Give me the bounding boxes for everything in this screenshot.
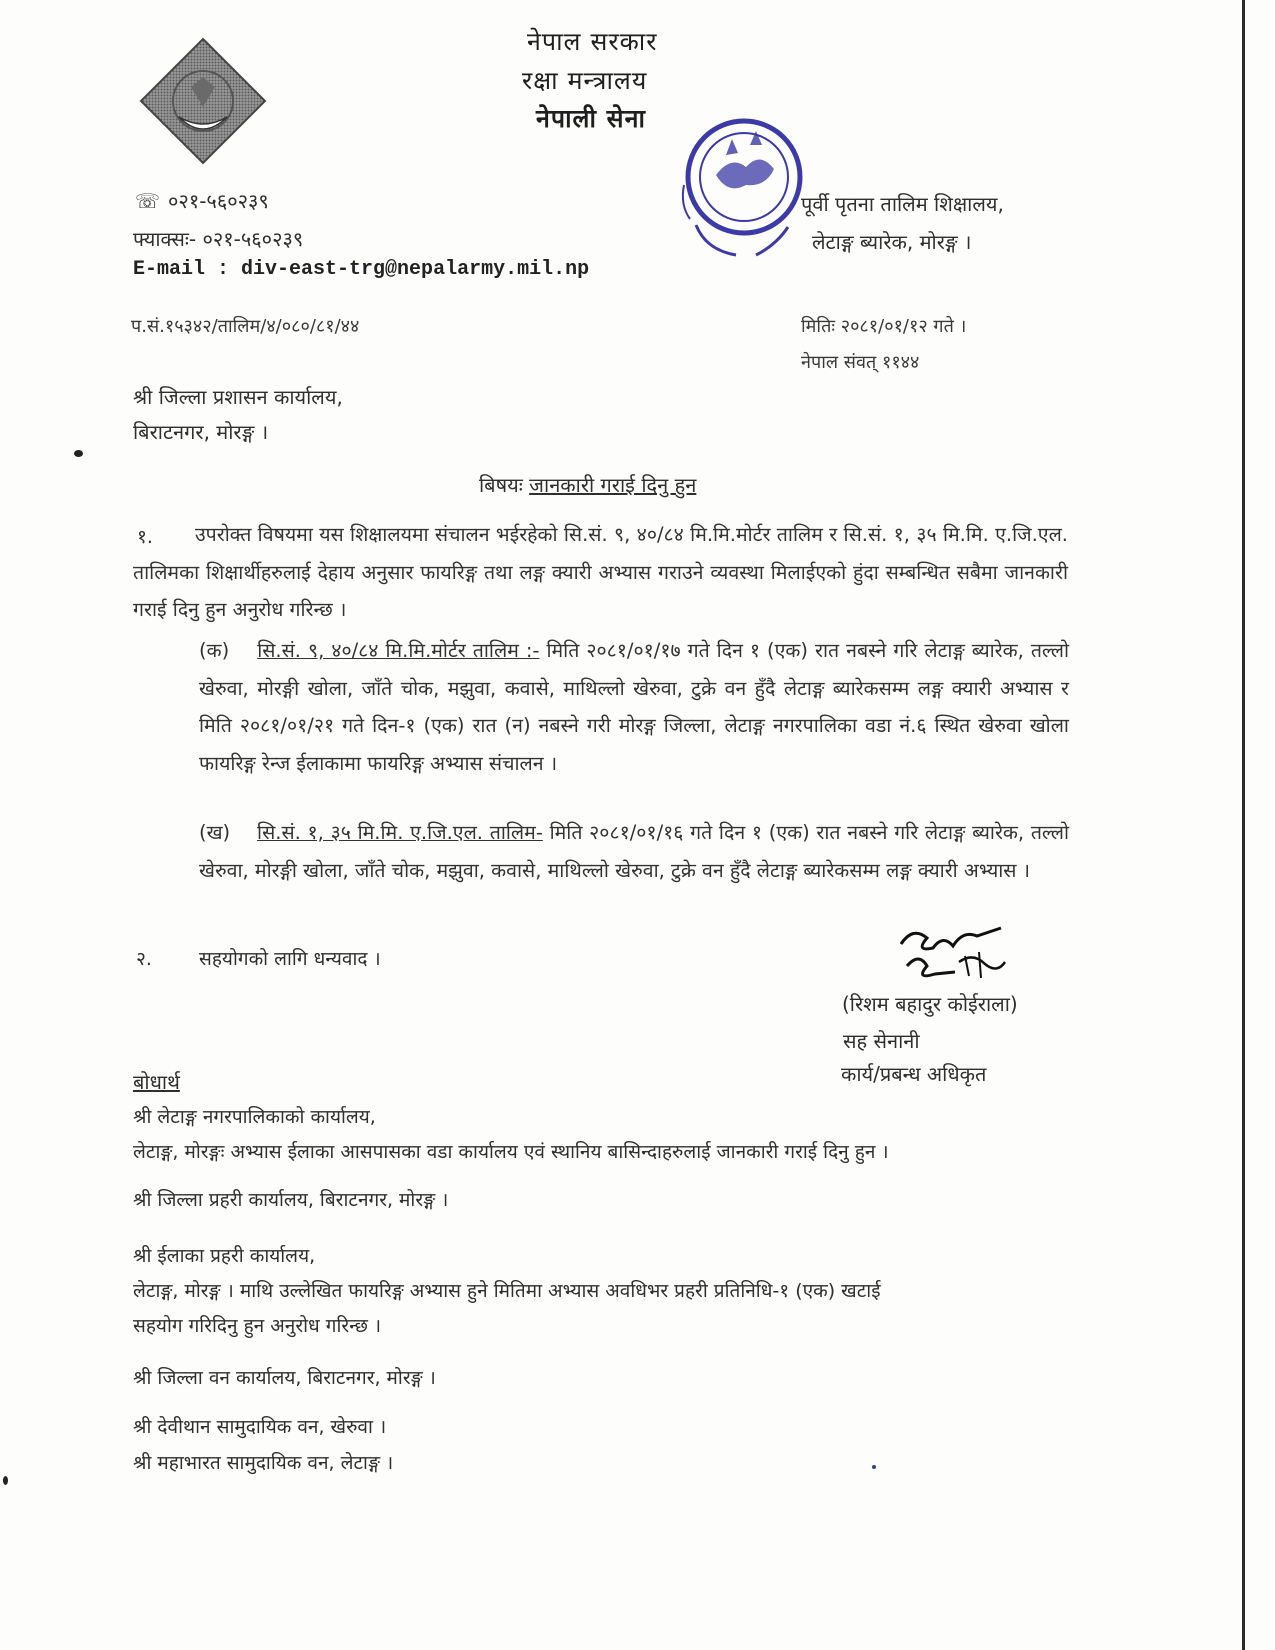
- recipient-address: बिराटनगर, मोरङ्ग ।: [133, 420, 269, 444]
- office-seal-stamp: [676, 115, 806, 265]
- scan-edge-line: [1242, 0, 1245, 1650]
- phone-icon: ☏: [135, 189, 161, 213]
- signatory-rank: सह सेनानी: [843, 1029, 920, 1053]
- paragraph-1: [133, 516, 1068, 629]
- army-emblem-logo: [139, 37, 267, 165]
- item-kha: [199, 814, 1069, 889]
- letter-date: मितिः २०८१/०१/१२ गते ।: [801, 316, 967, 337]
- email-line: [133, 258, 589, 281]
- email-address: div-east-trg@nepalarmy.mil.np: [241, 258, 590, 281]
- recipient-office: श्री जिल्ला प्रशासन कार्यालय,: [133, 385, 343, 409]
- paragraph-1-text: उपरोक्त विषयमा यस शिक्षालयमा संचालन भईरहेको सि.सं. ९, ४०/८४ मि.मि.मोर्टर तालिम र सि.सं. १, ३५ मि.मि. ए.जि.एल. तालिमका शिक्षार्थीहरुलाई देहाय अनुसार फायरिङ्ग तथा लङ्ग क्यारी अभ्यास गराउने व्यवस्था मिलाईएको हुंदा सम्बन्धित सबैमा जानकारी गराई दिनु हुन अनुरोध गरिन्छ ।: [133, 523, 1068, 621]
- item-ka-title: सि.सं. ९, ४०/८४ मि.मि.मोर्टर तालिम :-: [257, 639, 540, 662]
- fax-number: फ्याक्सः- ०२१-५६०२३९: [133, 227, 304, 251]
- phone-number: ०२१-५६०२३९: [168, 189, 269, 213]
- paragraph-1-number: १.: [137, 526, 153, 548]
- cc-recipient-1-note: लेटाङ्ग, मोरङ्गः अभ्यास ईलाका आसपासका वडा कार्यालय एवं स्थानिय बासिन्दाहरुलाई जानकारी गराई दिनु हुन ।: [133, 1141, 889, 1163]
- handwritten-signature: [893, 922, 1013, 986]
- office-location: लेटाङ्ग ब्यारेक, मोरङ्ग ।: [812, 230, 972, 254]
- cc-recipient-1: श्री लेटाङ्ग नगरपालिकाको कार्यालय,: [133, 1106, 376, 1128]
- cc-recipient-3-note-cont: सहयोग गरिदिनु हुन अनुरोध गरिन्छ ।: [133, 1315, 382, 1337]
- phone-line: [135, 187, 269, 214]
- cc-recipient-2: श्री जिल्ला प्रहरी कार्यालय, बिराटनगर, मोरङ्ग ।: [133, 1189, 449, 1211]
- cc-recipient-6: श्री महाभारत सामुदायिक वन, लेटाङ्ग ।: [133, 1452, 394, 1474]
- nepal-sambat-date: नेपाल संवत् ११४४: [801, 352, 920, 373]
- cc-recipient-3: श्री ईलाका प्रहरी कार्यालय,: [133, 1245, 316, 1267]
- paragraph-2-number: २.: [136, 948, 152, 970]
- letterhead-ministry: रक्षा मन्त्रालय: [522, 66, 648, 95]
- paragraph-2-text: सहयोगको लागि धन्यवाद ।: [199, 948, 381, 970]
- cc-recipient-3-note: लेटाङ्ग, मोरङ्ग । माथि उल्लेखित फायरिङ्ग अभ्यास हुने मितिमा अभ्यास अवधिभर प्रहरी प्रतिनिधि-१ (एक) खटाई: [133, 1280, 881, 1302]
- scan-speck: [3, 1476, 8, 1485]
- letterhead-army: नेपाली सेना: [536, 104, 646, 133]
- office-name: पूर्वी पृतना तालिम शिक्षालय,: [801, 192, 1004, 216]
- subject-text: जानकारी गराई दिनु हुन: [529, 473, 697, 497]
- cc-heading: बोधार्थ: [133, 1070, 180, 1094]
- scan-speck: [74, 450, 83, 457]
- scan-speck: [872, 1465, 876, 1469]
- signatory-name: (रिशम बहादुर कोईराला): [842, 992, 1018, 1016]
- item-ka-label: (क): [199, 639, 230, 662]
- letterhead-government: नेपाल सरकार: [527, 27, 658, 56]
- item-ka-text: मिति २०८१/०१/१७ गते दिन १ (एक) रात नबस्ने गरि लेटाङ्ग ब्यारेक, तल्लो खेरुवा, मोरङ्गी खोला, जाँते चोक, मझुवा, कवासे, माथिल्लो खेरुवा, टुक्रे वन हुँदै लेटाङ्ग ब्यारेकसम्म लङ्ग क्यारी अभ्यास र मिति २०८१/०१/२१ गते दिन-१ (एक) रात (न) नबस्ने गरी मोरङ्ग जिल्ला, लेटाङ्ग नगरपालिका वडा नं.६ स्थित खेरुवा खोला फायरिङ्ग रेन्ज ईलाकामा फायरिङ्ग अभ्यास संचालन ।: [199, 639, 1069, 775]
- subject-line: [479, 471, 696, 498]
- item-kha-text: मिति २०८१/०१/१६ गते दिन १ (एक) रात नबस्ने गरि लेटाङ्ग ब्यारेक, तल्लो खेरुवा, मोरङ्गी खोला, जाँते चोक, मझुवा, कवासे, माथिल्लो खेरुवा, टुक्रे वन हुँदै लेटाङ्ग ब्यारेकसम्म लङ्ग क्यारी अभ्यास ।: [199, 821, 1069, 882]
- subject-label: बिषयः: [479, 473, 523, 497]
- email-label: E-mail :: [133, 258, 230, 281]
- item-ka: [199, 632, 1069, 782]
- cc-recipient-4: श्री जिल्ला वन कार्यालय, बिराटनगर, मोरङ्ग ।: [133, 1367, 436, 1389]
- item-kha-title: सि.सं. १, ३५ मि.मि. ए.जि.एल. तालिम-: [257, 821, 543, 844]
- reference-number: प.सं.१५३४२/तालिम/४/०८०/८१/४४: [131, 316, 360, 337]
- signatory-title: कार्य/प्रबन्ध अधिकृत: [841, 1062, 987, 1086]
- cc-recipient-5: श्री देवीथान सामुदायिक वन, खेरुवा ।: [133, 1416, 387, 1438]
- item-kha-label: (ख): [199, 821, 231, 844]
